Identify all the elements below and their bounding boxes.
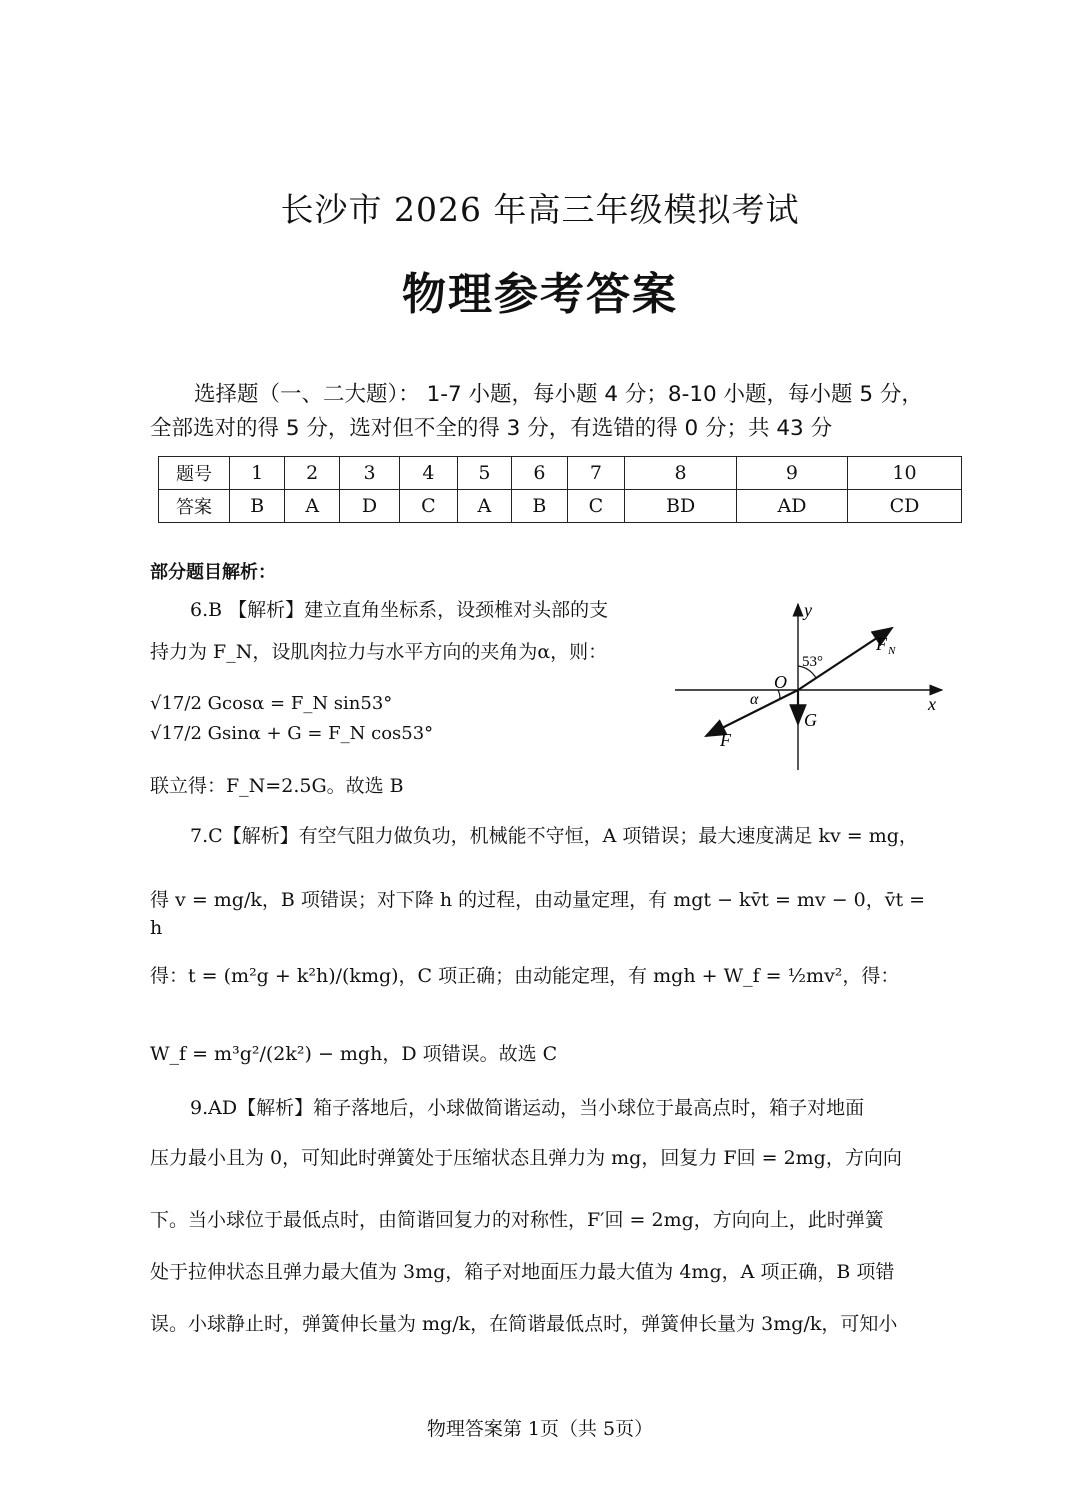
q9-line-2: 压力最小且为 0，可知此时弹簧处于压缩状态且弹力为 mg，回复力 F回 = 2mg，方向向 [150,1147,902,1169]
q7-line-4: W_f = m³g²/(2k²) − mgh，D 项错误。故选 C [150,1043,558,1065]
answer-cell: CD [847,490,961,523]
q9-line-4: 处于拉伸状态且弹力最大值为 3mg，箱子对地面压力最大值为 4mg，A 项正确，B 项错 [150,1261,895,1283]
page-footer: 物理答案第 1页（共 5页） [426,1418,654,1440]
question-number: 9 [737,457,848,490]
angle-alpha-label: α [750,691,759,708]
y-axis-label: y [804,600,812,620]
answer-cell: A [457,490,512,523]
q6-equation-1: √17/2 Gcosα = F_N sin53° [150,693,393,714]
answer-table [158,456,962,523]
q6-line-1: 6.B 【解析】建立直角坐标系，设颈椎对头部的支 [190,599,609,621]
row-label-number: 题号 [159,457,230,490]
answer-table-answer-row [159,490,962,523]
q6-conclusion: 联立得：F_N=2.5G。故选 B [150,775,404,797]
g-label: G [804,710,817,730]
angle-53-label: 53° [802,654,823,670]
fn-label-subscript: N [888,645,896,657]
question-number: 10 [847,457,961,490]
question-number: 5 [457,457,512,490]
question-number: 3 [339,457,399,490]
answer-cell: B [512,490,567,523]
q9-line-3: 下。当小球位于最低点时，由简谐回复力的对称性，F′回 = 2mg，方向向上，此时弹簧 [150,1209,884,1231]
exam-title: 长沙市 2026 年高三年级模拟考试 [280,190,800,229]
question-number: 8 [625,457,737,490]
answer-cell: C [567,490,625,523]
multiple-choice-instructions: 选择题（一、二大题）： 1-7 小题，每小题 4 分；8-10 小题，每小题 5 分，全部选对的得 5 分，选对但不全的得 3 分，有选错的得 0 分；共 43 分 [150,382,923,441]
answer-cell: A [285,490,340,523]
question-number: 1 [230,457,285,490]
answer-cell: B [230,490,285,523]
q9-line-1: 9.AD【解析】箱子落地后，小球做简谐运动，当小球位于最高点时，箱子对地面 [190,1097,865,1119]
x-axis-label: x [928,694,936,714]
q7-line-2: 得 v = mg/k，B 项错误；对下降 h 的过程，由动量定理，有 mgt − kv̄t = mv − 0，v̄t = h [150,889,926,939]
question-number: 2 [285,457,340,490]
analysis-heading: 部分题目解析： [150,562,276,583]
q9-line-5: 误。小球静止时，弹簧伸长量为 mg/k，在简谐最低点时，弹簧伸长量为 3mg/k，可知小 [150,1313,898,1335]
q6-equation-2: √17/2 Gsinα + G = F_N cos53° [150,723,434,744]
question-number: 6 [512,457,567,490]
origin-label: O [774,672,787,692]
question-number: 7 [567,457,625,490]
answer-cell: C [400,490,458,523]
row-label-answer: 答案 [159,490,230,523]
q7-line-1: 7.C【解析】有空气阻力做负功，机械能不守恒，A 项错误；最大速度满足 kv = mg， [190,825,918,847]
answer-table-number-row [159,457,962,490]
answer-cell: AD [737,490,848,523]
f-label: F [720,730,731,750]
force-diagram [670,598,950,774]
q6-line-2: 持力为 F_N，设肌肉拉力与水平方向的夹角为α，则： [150,641,608,663]
question-number: 4 [400,457,458,490]
fn-label: F [876,634,887,654]
q7-line-3: 得：t = (m²g + k²h)/(kmg)，C 项正确；由动能定理，有 mgh + W_f = ½mv²，得： [150,965,900,987]
answer-cell: BD [625,490,737,523]
document-title: 物理参考答案 [402,269,678,320]
answer-cell: D [339,490,399,523]
